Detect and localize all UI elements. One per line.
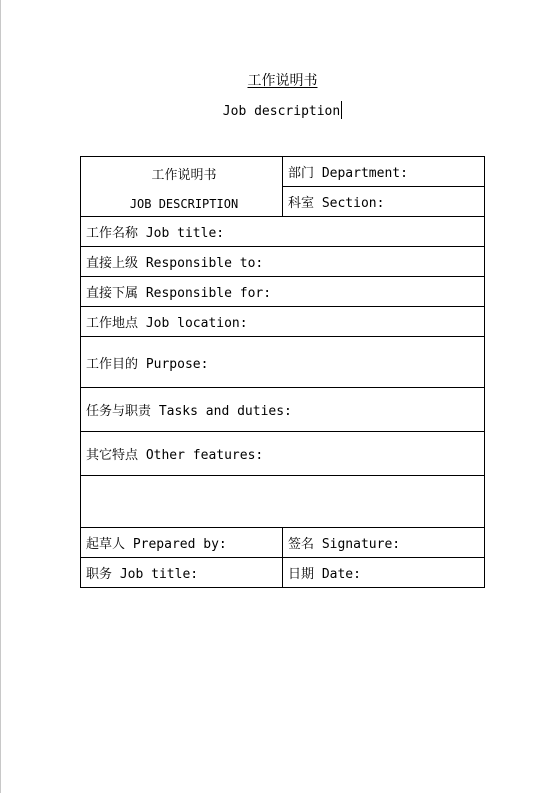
tasks-duties-field[interactable]: 任务与职责 Tasks and duties: <box>81 388 485 432</box>
document-title: 工作说明书 <box>247 73 318 89</box>
job-description-form <box>80 156 485 588</box>
signature-field[interactable]: 签名 Signature: <box>283 528 485 558</box>
text-cursor <box>341 101 342 119</box>
responsible-to-field[interactable]: 直接上级 Responsible to: <box>81 247 485 277</box>
job-title-field[interactable]: 工作名称 Job title: <box>81 217 485 247</box>
date-field[interactable]: 日期 Date: <box>283 558 485 588</box>
position-field[interactable]: 职务 Job title: <box>81 558 283 588</box>
document-subtitle: Job description <box>222 104 341 119</box>
responsible-for-field[interactable]: 直接下属 Responsible for: <box>81 277 485 307</box>
document-subtitle-line[interactable] <box>0 101 559 122</box>
job-location-field[interactable]: 工作地点 Job location: <box>81 307 485 337</box>
purpose-field[interactable]: 工作目的 Purpose: <box>81 337 485 388</box>
form-title-cell <box>81 157 283 217</box>
form-title-cn: 工作说明书 <box>151 167 217 183</box>
section-field[interactable]: 科室 Section: <box>283 187 485 217</box>
department-field[interactable]: 部门 Department: <box>283 157 485 187</box>
blank-field[interactable] <box>81 476 485 528</box>
prepared-by-field[interactable]: 起草人 Prepared by: <box>81 528 283 558</box>
form-title-en: JOB DESCRIPTION <box>129 196 239 211</box>
other-features-field[interactable]: 其它特点 Other features: <box>81 432 485 476</box>
